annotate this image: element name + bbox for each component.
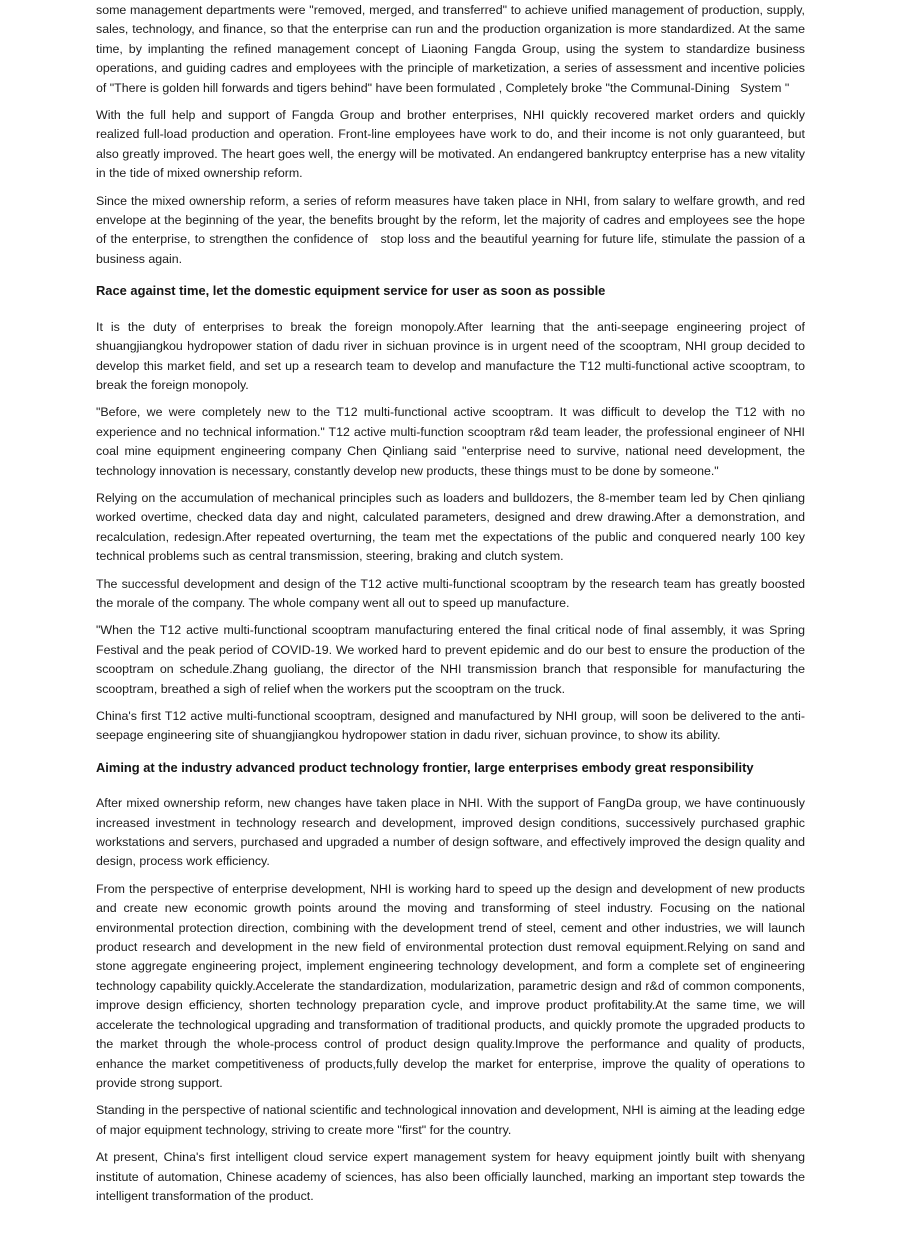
paragraph: After mixed ownership reform, new changes have taken place in NHI. With the support of FangDa group, we have continuously increased investment in technology research and development, improved design conditions, successively purchased graphic workstations and servers, purchased and upgraded a number of design software, and effectively improved the design quality and design, process work efficiency. — [96, 796, 805, 869]
paragraph: From the perspective of enterprise development, NHI is working hard to speed up the design and development of new products and create new economic growth points around the moving and transforming of steel industry. Focusing on the national environmental protection direction, combining with the development trend of steel, cement and other industries, we will launch product research and development in the new field of environmental protection dust removal equipment.Relying on sand and stone aggregate engineering project, implement engineering technology development, and form a complete set of engineering technology capability quickly.Accelerate the standardization, modularization, parametric design and r&d of common components, improve design efficiency, shorten technology preparation cycle, and improve product profitability.At the same time, we will accelerate the technological upgrading and transformation of traditional products, and quickly promote the upgraded products to the market through the whole-process control of product design quality.Improve the performance and quality of products, enhance the market competitiveness of products,fully develop the market for enterprise, improve the quality of operations to provide strong support. — [96, 881, 805, 1090]
section-heading-aiming-at-industry: Aiming at the industry advanced product technology frontier, large enterprises embody great responsibility — [96, 759, 754, 775]
paragraph: Since the mixed ownership reform, a series of reform measures have taken place in NHI, from salary to welfare growth, and red envelope at the beginning of the year, the benefits brought by the reform, let the majority of cadres and employees see the hope of the enterprise, to strengthen the confidence of stop loss and the beautiful yearning for future life, stimulate the passion of a business again. — [96, 193, 805, 266]
paragraph: some management departments were "removed, merged, and transferred" to achieve unified management of production, supply, sales, technology, and finance, so that the enterprise can run and the production organization is more standardized. At the same time, by implanting the refined management concept of Liaoning Fangda Group, using the system to standardize business operations, and guiding cadres and employees with the principle of marketization, a series of assessment and incentive policies of "There is golden hill forwards and tigers behind" have been formulated , Completely broke "the Communal-Dining System " — [96, 3, 805, 95]
paragraph: With the full help and support of Fangda Group and brother enterprises, NHI quickly recovered market orders and quickly realized full-load production and operation. Front-line employees have work to do, and their income is not only guaranteed, but also greatly improved. The heart goes well, the energy will be motivated. An endangered bankruptcy enterprise has a new vitality in the tide of mixed ownership reform. — [96, 108, 805, 181]
section-heading-race-against-time: Race against time, let the domestic equipment service for user as soon as possible — [96, 283, 606, 299]
paragraph: At present, China's first intelligent cloud service expert management system for heavy equipment jointly built with shenyang institute of automation, Chinese academy of sciences, has also been officially launched, marking an important step towards the intelligent transformation of the product. — [96, 1150, 805, 1203]
paragraph: "Before, we were completely new to the T12 multi-functional active scooptram. It was difficult to develop the T12 with no experience and no technical information." T12 active multi-function scooptram r&d team leader, the professional engineer of NHI coal mine equipment engineering company Chen Qinliang said "enterprise need to survive, national need development, the technology innovation is necessary, constantly develop new products, these things must to be done by someone." — [96, 405, 805, 478]
paragraph: The successful development and design of the T12 active multi-functional scooptram by the research team has greatly boosted the morale of the company. The whole company went all out to speed up manufacture. — [96, 576, 805, 610]
paragraph: Standing in the perspective of national scientific and technological innovation and development, NHI is aiming at the leading edge of major equipment technology, striving to create more "first" for the country. — [96, 1103, 805, 1137]
paragraph: Relying on the accumulation of mechanical principles such as loaders and bulldozers, the 8-member team led by Chen qinliang worked overtime, checked data day and night, calculated parameters, designed and drew drawing.After a demonstration, and recalculation, redesign.After repeated overturning, the team met the expectations of the public and conquered nearly 100 key technical problems such as central transmission, steering, braking and clutch system. — [96, 490, 805, 564]
paragraph: China's first T12 active multi-functional scooptram, designed and manufactured by NHI group, will soon be delivered to the anti-seepage engineering site of shuangjiangkou hydropower station in dadu river, sichuan province, to show its ability. — [96, 709, 805, 743]
paragraph: "When the T12 active multi-functional scooptram manufacturing entered the final critical node of final assembly, it was Spring Festival and the peak period of COVID-19. We worked hard to prevent epidemic and do our best to ensure the production of the scooptram on schedule.Zhang guoliang, the director of the NHI transmission branch that responsible for manufacturing the scooptram, breathed a sigh of relief when the workers put the scooptram on the truck. — [96, 623, 805, 696]
paragraph: It is the duty of enterprises to break the foreign monopoly.After learning that the anti-seepage engineering project of shuangjiangkou hydropower station of dadu river in sichuan province is in urgent need of the scooptram, NHI group decided to develop this market field, and set up a research team to develop and manufacture the T12 multi-functional active scooptram, to break the foreign monopoly. — [96, 319, 805, 392]
